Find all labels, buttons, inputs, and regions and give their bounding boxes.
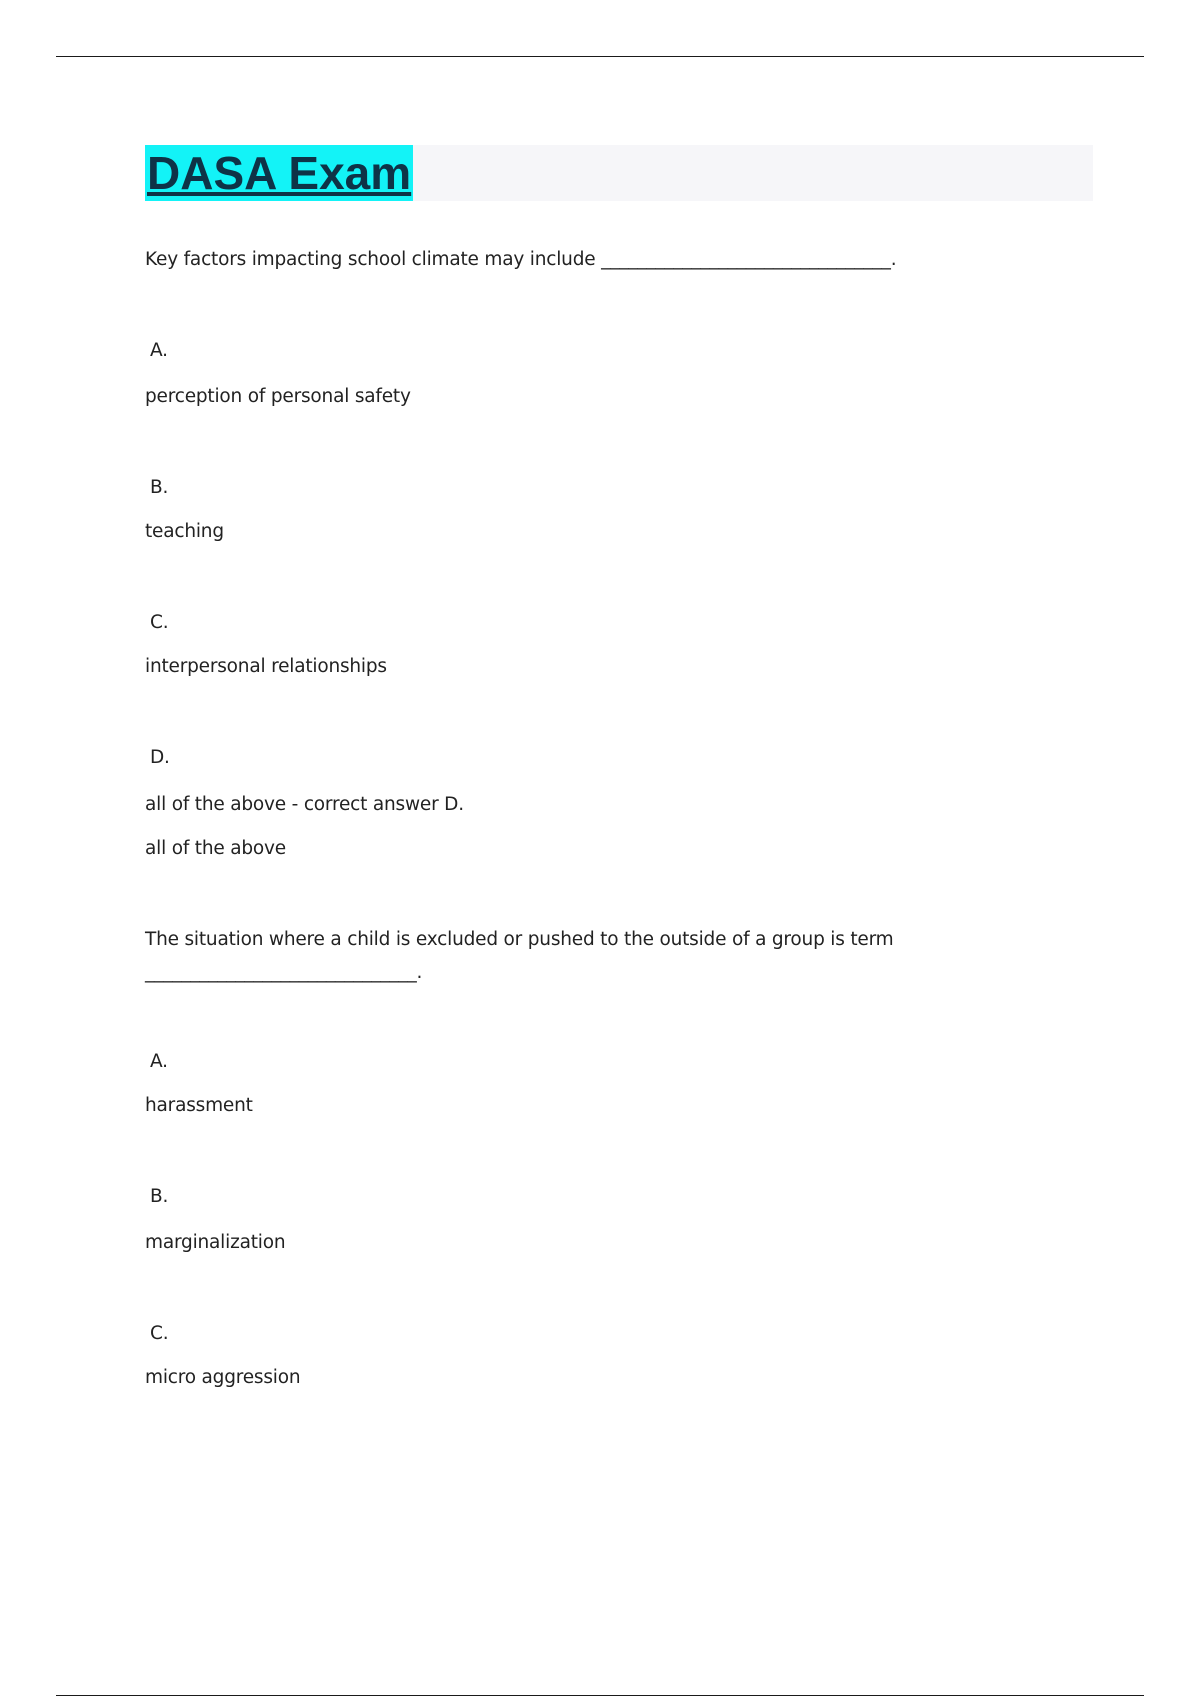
- question-1-option-d-text: all of the above - correct answer D.: [145, 794, 464, 815]
- question-2-prompt-line-2: ______________________________.: [145, 962, 423, 983]
- question-2-prompt-line-1: The situation where a child is excluded or pushed to the outside of a group is term: [145, 929, 894, 950]
- document-title: DASA Exam: [147, 147, 412, 199]
- question-1-option-a-letter: A.: [150, 340, 168, 361]
- question-1-answer: all of the above: [145, 838, 286, 859]
- question-2-option-c-letter: C.: [150, 1323, 169, 1344]
- question-1-option-c-text: interpersonal relationships: [145, 656, 387, 677]
- question-1-option-c-letter: C.: [150, 612, 169, 633]
- question-1-prompt: Key factors impacting school climate may include ________________________________.: [145, 249, 897, 270]
- question-2-option-c-text: micro aggression: [145, 1367, 301, 1388]
- question-1-option-b-text: teaching: [145, 521, 224, 542]
- question-1-option-a-text: perception of personal safety: [145, 386, 411, 407]
- question-2-option-b-text: marginalization: [145, 1232, 286, 1253]
- question-2-option-b-letter: B.: [150, 1186, 169, 1207]
- question-1-option-d-letter: D.: [150, 747, 170, 768]
- question-2-option-a-letter: A.: [150, 1051, 168, 1072]
- question-2-option-a-text: harassment: [145, 1095, 253, 1116]
- header-rule: [56, 56, 1144, 57]
- footer-rule: [56, 1695, 1144, 1696]
- question-1-option-b-letter: B.: [150, 477, 169, 498]
